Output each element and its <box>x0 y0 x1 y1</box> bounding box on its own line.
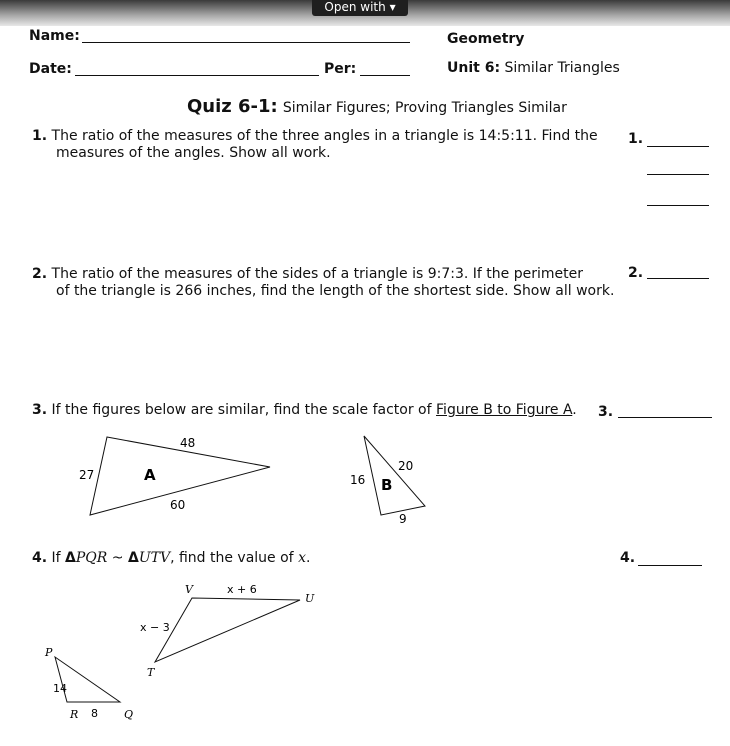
name-field[interactable] <box>82 42 410 43</box>
vertex-p-label: P <box>45 646 53 659</box>
date-label: Date: <box>29 61 72 77</box>
triangle-symbol: Δ <box>127 550 139 566</box>
vertex-q-label: Q <box>124 708 134 721</box>
period-field[interactable] <box>360 75 410 76</box>
per-label: Per: <box>324 61 357 77</box>
question-text: measures of the angles. Show all work. <box>56 145 331 161</box>
similar-symbol: ~ <box>111 550 124 566</box>
answer-blank-4[interactable] <box>638 565 702 566</box>
course-title: Geometry <box>447 31 525 47</box>
side-vt-label: x − 3 <box>140 621 170 634</box>
figures-q3 <box>0 425 460 535</box>
triangle-a-left-side: 27 <box>79 468 95 482</box>
triangle-b-bottom-side: 9 <box>399 512 407 526</box>
triangle-utv-name: UTV <box>138 550 171 566</box>
question-4 <box>32 550 310 567</box>
open-with-button[interactable] <box>312 0 408 16</box>
triangle-a-label: A <box>144 466 156 484</box>
question-text: , find the value of <box>170 550 294 566</box>
vertex-r-label: R <box>70 708 79 721</box>
date-field[interactable] <box>75 75 319 76</box>
quiz-heading <box>187 96 567 117</box>
triangle-a-bottom-side: 60 <box>170 498 186 512</box>
question-number: 3. <box>32 402 48 418</box>
answer-blank-1b[interactable] <box>647 174 709 175</box>
side-pr-label: 14 <box>53 682 67 695</box>
answer-label-3: 3. <box>598 404 614 420</box>
answer-label-2: 2. <box>628 265 644 281</box>
triangle-b <box>350 436 425 526</box>
answer-blank-1c[interactable] <box>647 205 709 206</box>
question-number: 4. <box>32 550 48 566</box>
name-label: Name: <box>29 28 80 44</box>
open-with-label: Open with <box>324 0 386 14</box>
side-vu-label: x + 6 <box>227 583 257 596</box>
unit-heading <box>447 60 620 76</box>
question-1 <box>32 128 598 162</box>
question-text: If the figures below are similar, find the scale factor of <box>51 402 432 418</box>
answer-blank-1a[interactable] <box>647 146 709 147</box>
question-number: 1. <box>32 128 48 144</box>
quiz-subtitle: Similar Figures; Proving Triangles Similar <box>282 100 567 116</box>
vertex-u-label: U <box>305 592 315 605</box>
answer-label-4: 4. <box>620 550 636 566</box>
figures-q4 <box>0 575 340 746</box>
question-text: of the triangle is 266 inches, find the length of the shortest side. Show all work. <box>56 283 615 299</box>
viewer-top-bar <box>0 0 730 26</box>
triangle-symbol: Δ <box>65 550 76 566</box>
vertex-v-label: V <box>185 583 193 596</box>
question-text-end: . <box>305 550 311 566</box>
unit-name: Similar Triangles <box>504 60 620 76</box>
vertex-t-label: T <box>147 666 155 679</box>
answer-label-1: 1. <box>628 131 644 147</box>
variable-x: x <box>298 550 306 566</box>
triangle-b-right-side: 20 <box>398 459 414 473</box>
triangle-a-top-side: 48 <box>180 436 196 450</box>
question-2 <box>32 266 614 300</box>
question-number: 2. <box>32 266 48 282</box>
triangle-b-label: B <box>381 476 393 494</box>
triangle-pqr-name: PQR <box>75 550 108 566</box>
question-3 <box>32 402 577 419</box>
answer-blank-2[interactable] <box>647 278 709 279</box>
question-text-end: . <box>572 402 577 418</box>
triangle-a <box>79 436 270 515</box>
triangle-b-left-side: 16 <box>350 473 366 487</box>
unit-label: Unit 6: <box>447 60 501 76</box>
answer-blank-3[interactable] <box>618 417 712 418</box>
chevron-down-icon: ▾ <box>389 0 396 14</box>
side-rq-label: 8 <box>91 707 98 720</box>
question-text: The ratio of the measures of the three angles in a triangle is 14:5:11. Find the <box>51 128 598 144</box>
question-text: The ratio of the measures of the sides of a triangle is 9:7:3. If the perimeter <box>51 266 583 282</box>
triangle-utv <box>140 583 315 679</box>
triangle-pqr <box>44 646 133 721</box>
question-emphasis: Figure B to Figure A <box>436 402 573 418</box>
quiz-title: Quiz 6-1: <box>187 96 278 117</box>
question-text: If <box>51 550 61 566</box>
